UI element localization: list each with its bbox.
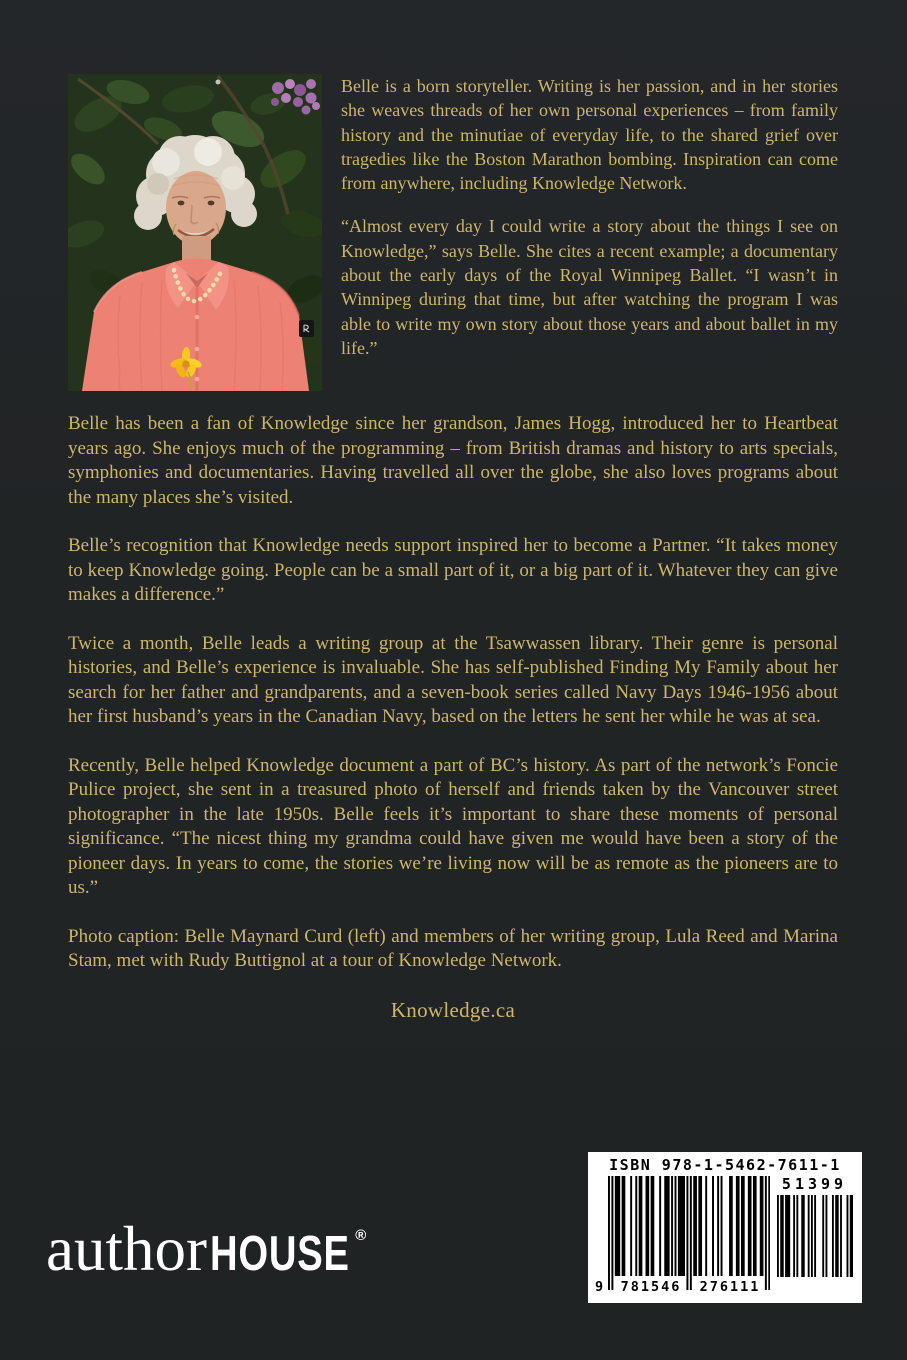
intro-paragraphs bbox=[341, 74, 838, 391]
shirt-tag bbox=[299, 320, 314, 337]
isbn-number: ISBN 978-1-5462-7611-1 bbox=[609, 1156, 841, 1174]
publisher-logo-house: HOUSE bbox=[209, 1227, 350, 1281]
ean-digits-left: 781546 bbox=[620, 1279, 682, 1295]
bio-paragraph-3: Belle has been a fan of Knowledge since her grandson, James Hogg, introduced her to Heartbeat years ago. She enjoys much of the programming – from British dramas and history to arts specials, symphonies and documentaries. Having travelled all over the globe, she also loves programs about the many places she’s visited. bbox=[68, 413, 838, 508]
portrait-photo bbox=[68, 74, 322, 391]
bio-paragraph-6: Recently, Belle helped Knowledge document a part of BC’s history. As part of the network’s Foncie Pulice project, she sent in a treasured photo of herself and friends taken by the Vancouver street photographer in the late 1950s. Belle feels it’s important to share these moments of personal significance. “The nicest thing my grandma could have given me would have been a story of the pioneer days. In years to come, the stories we’re living now will be as remote as the pioneers are to us.” bbox=[68, 754, 838, 898]
bio-paragraph-5: Twice a month, Belle leads a writing group at the Tsawwassen library. Their genre is personal histories, and Belle’s experience is invaluable. She has self-published Finding My Family about her search for her father and grandparents, and a seven-book series called Navy Days 1946-1956 about her first husband’s years in the Canadian Navy, based on the letters he sent her while he was at sea. bbox=[68, 632, 838, 727]
ean-digit-first: 9 bbox=[595, 1279, 604, 1295]
bio-paragraph-2: “Almost every day I could write a story about the things I see on Knowledge,” says Belle. She cites a recent example; a documentary about the early days of the Royal Winnipeg Ballet. “I wasn’t in Winnipeg during that time, but after watching the program I was able to write my own story about those years and about ballet in my life.” bbox=[341, 216, 838, 358]
bio-header-row bbox=[68, 74, 838, 391]
website-link: Knowledge.ca bbox=[390, 997, 516, 1022]
isbn-barcode bbox=[588, 1152, 862, 1303]
ean13-bars bbox=[608, 1176, 770, 1295]
bio-paragraph-1: Belle is a born storyteller. Writing is her passion, and in her stories she weaves threads of her own personal experiences – from family history and the minutiae of everyday life, to the shared grief over tragedies like the Boston Marathon bombing. Inspiration can come from anywhere, including Knowledge Network. bbox=[341, 76, 838, 194]
photo-caption: Photo caption: Belle Maynard Curd (left) and members of her writing group, Lula Reed and Marina Stam, met with Rudy Buttignol at a tour of Knowledge Network. bbox=[68, 925, 838, 971]
portrait-photo-illustration bbox=[68, 74, 322, 391]
price-addon-barcode bbox=[771, 1176, 855, 1295]
bio-paragraph-4: Belle’s recognition that Knowledge needs support inspired her to become a Partner. “It takes money to keep Knowledge going. People can be a small part of it, or a big part of it. Whatever they can give makes a difference.” bbox=[68, 535, 838, 605]
publisher-logo bbox=[46, 1213, 366, 1286]
registered-trademark-icon: ® bbox=[355, 1227, 367, 1244]
ean-digits-right: 276111 bbox=[699, 1279, 761, 1295]
price-addon-bars bbox=[777, 1195, 853, 1277]
back-cover-text bbox=[68, 74, 838, 1023]
publisher-logo-author: author bbox=[46, 1214, 207, 1284]
ean13-barcode bbox=[595, 1176, 771, 1295]
price-addon-number: 51399 bbox=[781, 1175, 848, 1193]
body-paragraphs bbox=[68, 412, 838, 974]
